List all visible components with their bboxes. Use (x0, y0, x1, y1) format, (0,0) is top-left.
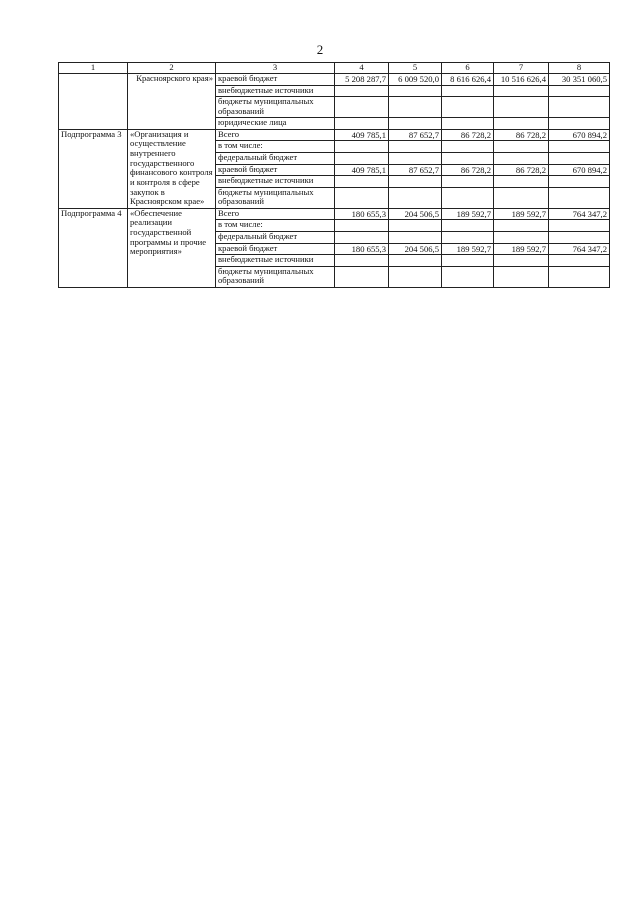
value-cell (494, 266, 549, 287)
value-cell: 86 728,2 (494, 164, 549, 176)
value-cell: 189 592,7 (494, 243, 549, 255)
value-cell (335, 176, 389, 188)
funding-source: внебюджетные источники (216, 176, 335, 188)
value-cell (549, 231, 610, 243)
value-cell (494, 85, 549, 97)
value-cell: 189 592,7 (494, 208, 549, 220)
table-row (59, 129, 610, 141)
value-cell: 189 592,7 (442, 243, 494, 255)
value-cell (494, 220, 549, 232)
value-cell (549, 266, 610, 287)
value-cell: 670 894,2 (549, 164, 610, 176)
column-header: 5 (389, 63, 442, 74)
funding-source: краевой бюджет (216, 74, 335, 86)
value-cell: 30 351 060,5 (549, 74, 610, 86)
value-cell (389, 97, 442, 118)
value-cell (442, 220, 494, 232)
value-cell (549, 141, 610, 153)
value-cell: 180 655,3 (335, 208, 389, 220)
value-cell (549, 152, 610, 164)
value-cell (549, 85, 610, 97)
value-cell (494, 176, 549, 188)
value-cell (549, 187, 610, 208)
value-cell (335, 220, 389, 232)
value-cell (442, 141, 494, 153)
funding-table-body (59, 63, 610, 288)
header-row (59, 63, 610, 74)
value-cell (549, 97, 610, 118)
value-cell (335, 231, 389, 243)
page-number: 2 (316, 42, 324, 57)
funding-source: Всего (216, 129, 335, 141)
funding-source: в том числе: (216, 141, 335, 153)
value-cell: 764 347,2 (549, 208, 610, 220)
value-cell: 87 652,7 (389, 129, 442, 141)
value-cell (442, 85, 494, 97)
value-cell (335, 85, 389, 97)
value-cell (442, 266, 494, 287)
funding-source: внебюджетные источники (216, 85, 335, 97)
value-cell (335, 152, 389, 164)
value-cell (442, 97, 494, 118)
column-header: 7 (494, 63, 549, 74)
value-cell: 10 516 626,4 (494, 74, 549, 86)
funding-source: бюджеты муниципальных образований (216, 266, 335, 287)
value-cell (389, 266, 442, 287)
value-cell (494, 255, 549, 267)
value-cell (494, 152, 549, 164)
subprogram-label (59, 74, 128, 130)
value-cell (389, 220, 442, 232)
column-header: 6 (442, 63, 494, 74)
value-cell (335, 255, 389, 267)
value-cell (442, 118, 494, 130)
column-header: 8 (549, 63, 610, 74)
value-cell (442, 152, 494, 164)
value-cell (442, 255, 494, 267)
column-header: 3 (216, 63, 335, 74)
value-cell: 764 347,2 (549, 243, 610, 255)
funding-source: краевой бюджет (216, 243, 335, 255)
value-cell (335, 97, 389, 118)
value-cell: 670 894,2 (549, 129, 610, 141)
value-cell: 8 616 626,4 (442, 74, 494, 86)
funding-source: краевой бюджет (216, 164, 335, 176)
funding-table (58, 62, 610, 288)
value-cell (389, 176, 442, 188)
funding-source: Всего (216, 208, 335, 220)
column-header: 2 (128, 63, 216, 74)
value-cell: 189 592,7 (442, 208, 494, 220)
value-cell (549, 255, 610, 267)
value-cell (494, 97, 549, 118)
value-cell: 86 728,2 (442, 164, 494, 176)
value-cell (389, 231, 442, 243)
value-cell: 86 728,2 (494, 129, 549, 141)
value-cell: 180 655,3 (335, 243, 389, 255)
value-cell (494, 118, 549, 130)
value-cell (389, 152, 442, 164)
value-cell (335, 266, 389, 287)
funding-source: бюджеты муниципальных образований (216, 187, 335, 208)
subprogram-name: Красноярского края» (128, 74, 216, 130)
value-cell (549, 118, 610, 130)
value-cell: 204 506,5 (389, 243, 442, 255)
funding-source: в том числе: (216, 220, 335, 232)
column-header: 4 (335, 63, 389, 74)
value-cell (494, 231, 549, 243)
value-cell (389, 85, 442, 97)
value-cell (335, 187, 389, 208)
subprogram-name: «Обеспечение реализации государственной программы и прочие мероприятия» (128, 208, 216, 287)
value-cell: 5 208 287,7 (335, 74, 389, 86)
table-row (59, 208, 610, 220)
value-cell (494, 141, 549, 153)
value-cell: 204 506,5 (389, 208, 442, 220)
funding-source: юридические лица (216, 118, 335, 130)
value-cell (494, 187, 549, 208)
value-cell (549, 220, 610, 232)
subprogram-label: Подпрограмма 3 (59, 129, 128, 208)
value-cell (442, 187, 494, 208)
subprogram-label: Подпрограмма 4 (59, 208, 128, 287)
column-header: 1 (59, 63, 128, 74)
value-cell (335, 118, 389, 130)
value-cell: 409 785,1 (335, 164, 389, 176)
value-cell: 86 728,2 (442, 129, 494, 141)
table-row (59, 74, 610, 86)
value-cell (389, 118, 442, 130)
value-cell (389, 187, 442, 208)
subprogram-name: «Организация и осуществление внутреннего государственного финансового контроля и контроля в сфере закупок в Красноярском крае» (128, 129, 216, 208)
value-cell: 6 009 520,0 (389, 74, 442, 86)
funding-source: внебюджетные источники (216, 255, 335, 267)
funding-source: федеральный бюджет (216, 231, 335, 243)
funding-source: бюджеты муниципальных образований (216, 97, 335, 118)
value-cell: 87 652,7 (389, 164, 442, 176)
funding-source: федеральный бюджет (216, 152, 335, 164)
value-cell (335, 141, 389, 153)
value-cell (549, 176, 610, 188)
value-cell (442, 231, 494, 243)
value-cell (389, 255, 442, 267)
value-cell: 409 785,1 (335, 129, 389, 141)
value-cell (442, 176, 494, 188)
value-cell (389, 141, 442, 153)
